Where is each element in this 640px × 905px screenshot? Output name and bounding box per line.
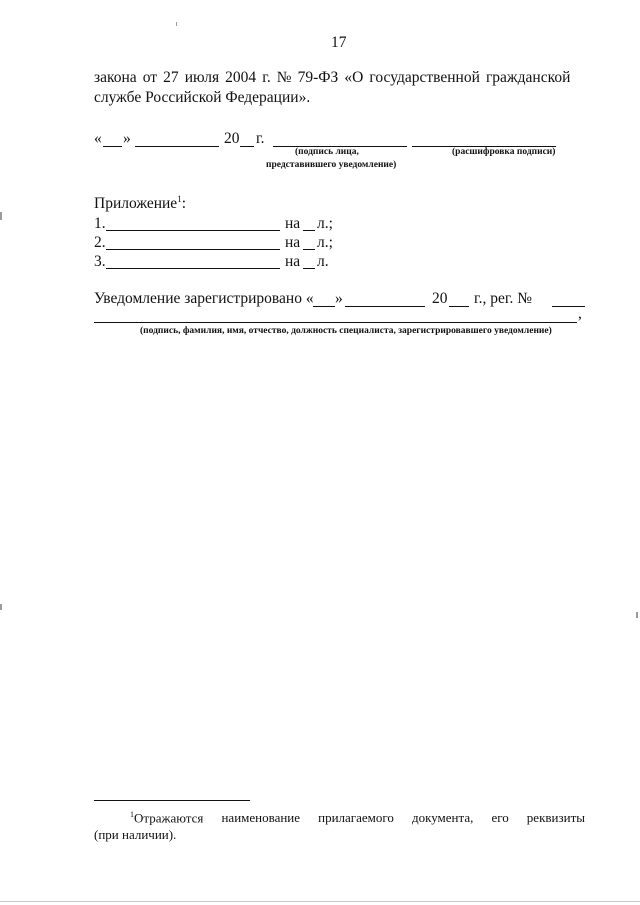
attachments-colon: : <box>181 195 187 213</box>
footnote-line-2: (при наличии). <box>94 827 177 842</box>
attachments-title <box>94 194 186 213</box>
attachment-na-1: на <box>285 215 301 232</box>
attachment-num-3: 3. <box>94 253 106 270</box>
registration-caption: (подпись, фамилия, имя, отчество, должность специалиста, зарегистрировавшего уведомление) <box>140 326 552 336</box>
caption-decoding: (расшифровка подписи) <box>452 147 556 157</box>
footnote-word-1: наименование <box>221 810 301 825</box>
date-day-blank <box>103 146 122 147</box>
date-year-prefix: 20 <box>224 130 240 147</box>
footnote-marker: 1 <box>130 810 134 819</box>
attachment-num-1: 1. <box>94 215 106 232</box>
registration-month-blank <box>345 306 425 307</box>
footnote-word-3: документа, <box>411 810 474 825</box>
registration-quote-close: » <box>335 290 343 307</box>
attachment-unit-1: л.; <box>317 215 333 232</box>
scan-edge-mark <box>0 212 2 220</box>
date-year-blank <box>240 146 254 147</box>
registration-period: , <box>578 305 582 322</box>
registration-reg-label: г., рег. № <box>474 290 533 307</box>
scan-edge-mark <box>176 22 177 26</box>
attachment-pages-blank-1 <box>303 230 315 231</box>
date-quote-open: « <box>94 130 102 147</box>
attachment-unit-2: л.; <box>317 234 333 251</box>
attachment-blank-3 <box>106 268 280 269</box>
attachment-pages-blank-3 <box>303 268 315 269</box>
caption-signature-2: представившего уведомление) <box>266 160 397 170</box>
registration-day-blank <box>313 306 335 307</box>
scan-bottom-edge <box>0 901 640 902</box>
date-year-suffix: г. <box>256 130 265 147</box>
footnote-word-5: реквизиты <box>526 810 585 825</box>
attachment-num-2: 2. <box>94 234 106 251</box>
page-number: 17 <box>331 34 347 51</box>
intro-line-1: закона от 27 июля 2004 г. № 79-ФЗ «О государственной гражданской <box>94 69 571 86</box>
scan-edge-mark <box>0 604 2 610</box>
footnote-ref: 1 <box>177 194 182 204</box>
footnote-separator <box>94 800 250 801</box>
attachment-blank-2 <box>106 249 280 250</box>
attachments-title-text: Приложение <box>94 195 178 213</box>
attachment-na-3: на <box>285 253 301 270</box>
registration-year-prefix: 20 <box>432 290 448 307</box>
attachment-na-2: на <box>285 234 301 251</box>
caption-signature-1: (подпись лица, <box>295 147 359 157</box>
scan-edge-mark <box>636 612 638 618</box>
attachment-pages-blank-2 <box>303 249 315 250</box>
footnote-word-2: прилагаемого <box>318 810 394 825</box>
footnote-word-4: его <box>491 810 509 825</box>
registration-year-blank <box>449 306 469 307</box>
footnote-word-0: Отражаются <box>134 810 204 826</box>
attachment-unit-3: л. <box>317 253 329 270</box>
footnote-line-1 <box>130 810 585 826</box>
footnote-first-word <box>130 810 203 826</box>
intro-line-2: службе Российской Федерации». <box>94 89 311 106</box>
attachment-blank-1 <box>106 230 280 231</box>
date-month-blank <box>135 146 219 147</box>
date-quote-close: » <box>123 130 131 147</box>
registration-signature-blank <box>94 322 577 323</box>
registration-text: Уведомление зарегистрировано « <box>94 290 314 307</box>
